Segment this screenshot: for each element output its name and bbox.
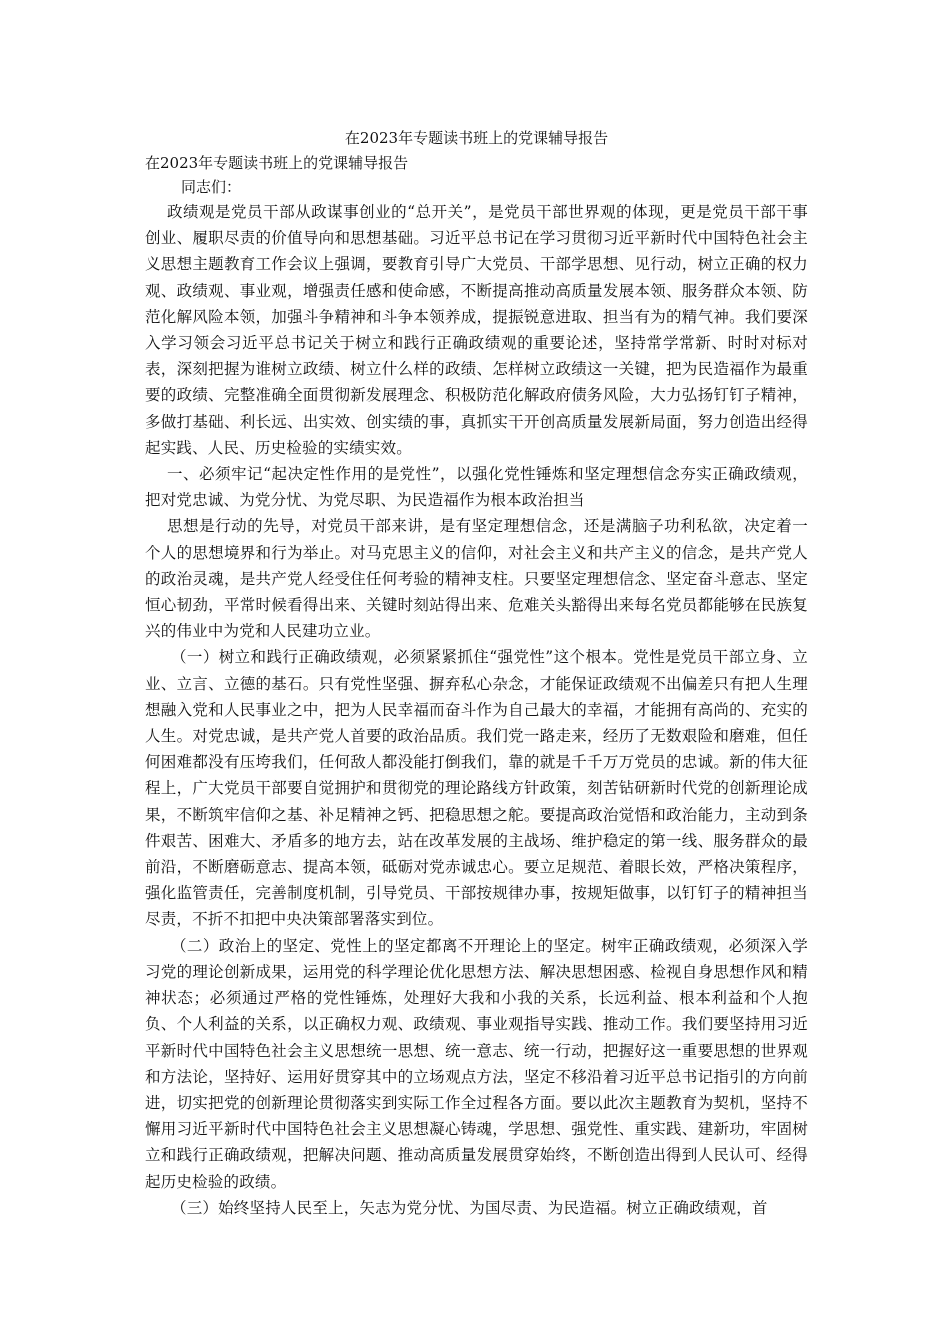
paragraph-subsection-2: （二）政治上的坚定、党性上的坚定都离不开理论上的坚定。树牢正确政绩观，必须深入学习党的理论创新成果，运用党的科学理论优化思想方法、解决思想困惑、检视自身思想作风和精神状态；必须通过严格的党性锤炼，处理好大我和小我的关系，长远利益、根本利益和个人抱负、个人利益的关系，以正确权力观、政绩观、事业观指导实践、推动工作。我们要坚持用习近平新时代中国特色社会主义思想统一思想、统一意志、统一行动，把握好这一重要思想的世界观和方法论，坚持好、运用好贯穿其中的立场观点方法，坚定不移沿着习近平总书记指引的方向前进，切实把党的创新理论贯彻落实到实际工作全过程各方面。要以此次主题教育为契机，坚持不懈用习近平新时代中国特色社会主义思想凝心铸魂，学思想、强党性、重实践、建新功，牢固树立和践行正确政绩观，把解决问题、推动高质量发展贯穿始终，不断创造出得到人民认可、经得起历史检验的政绩。 [145, 936, 808, 1191]
document-subtitle: 在2023年专题读书班上的党课辅导报告 [145, 154, 409, 172]
document-page [145, 125, 808, 1221]
document-title: 在2023年专题读书班上的党课辅导报告 [344, 129, 609, 147]
paragraph-subsection-3: （三）始终坚持人民至上，矢志为党分忧、为国尽责、为民造福。树立正确政绩观，首 [171, 1198, 768, 1217]
salutation: 同志们： [181, 178, 242, 196]
paragraph-subsection-1: （一）树立和践行正确政绩观，必须紧紧抓住“强党性”这个根本。党性是党员干部立身、立业、立言、立德的基石。只有党性坚强、摒弃私心杂念，才能保证政绩观不出偏差只有把人生理想融入党和人民事业之中，把为人民幸福而奋斗作为自己最大的幸福，才能拥有高尚的、充实的人生。对党忠诚，是共产党人首要的政治品质。我们党一路走来，经历了无数艰险和磨难，但任何困难都没有压垮我们，任何敌人都没能打倒我们，靠的就是千千万万党员的忠诚。新的伟大征程上，广大党员干部要自觉拥护和贯彻党的理论路线方针政策，刻苦钻研新时代党的创新理论成果，不断筑牢信仰之基、补足精神之钙、把稳思想之舵。要提高政治觉悟和政治能力，主动到条件艰苦、困难大、矛盾多的地方去，站在改革发展的主战场、维护稳定的第一线、服务群众的最前沿，不断磨砺意志、提高本领，砥砺对党赤诚忠心。要立足规范、着眼长效，严格决策程序，强化监管责任，完善制度机制，引导党员、干部按规律办事，按规矩做事，以钉钉子的精神担当尽责，不折不扣把中央决策部署落实到位。 [145, 648, 808, 929]
paragraph-thought: 思想是行动的先导，对党员干部来讲，是有坚定理想信念，还是满脑子功利私欲，决定着一个人的思想境界和行为举止。对马克思主义的信仰，对社会主义和共产主义的信念，是共产党人的政治灵魂，是共产党人经受住任何考验的精神支柱。只要坚定理想信念、坚定奋斗意志、坚定恒心韧劲，平常时候看得出来、关键时刻站得出来、危难关头豁得出来每名党员都能够在民族复兴的伟业中为党和人民建功立业。 [145, 517, 808, 641]
paragraph-intro: 政绩观是党员干部从政谋事创业的“总开关”，是党员干部世界观的体现，更是党员干部干事创业、履职尽责的价值导向和思想基础。习近平总书记在学习贯彻习近平新时代中国特色社会主义思想主题教育工作会议上强调，要教育引导广大党员、干部学思想、见行动，树立正确的权力观、政绩观、事业观，增强责任感和使命感，不断提高推动高质量发展本领、服务群众本领、防范化解风险本领，加强斗争精神和斗争本领养成，提振锐意进取、担当有为的精气神。我们要深入学习领会习近平总书记关于树立和践行正确政绩观的重要论述，坚持常学常新、时时对标对表，深刻把握为谁树立政绩、树立什么样的政绩、怎样树立政绩这一关键，把为民造福作为最重要的政绩、完整准确全面贯彻新发展理念、积极防范化解政府债务风险，大力弘扬钉钉子精神，多做打基础、利长远、出实效、创实绩的事，真抓实干开创高质量发展新局面，努力创造出经得起实践、人民、历史检验的实绩实效。 [145, 203, 808, 457]
section-heading-1: 一、必须牢记“起决定性作用的是党性”，以强化党性锤炼和坚定理想信念夯实正确政绩观，把对党忠诚、为党分忧、为党尽职、为民造福作为根本政治担当 [145, 465, 808, 510]
